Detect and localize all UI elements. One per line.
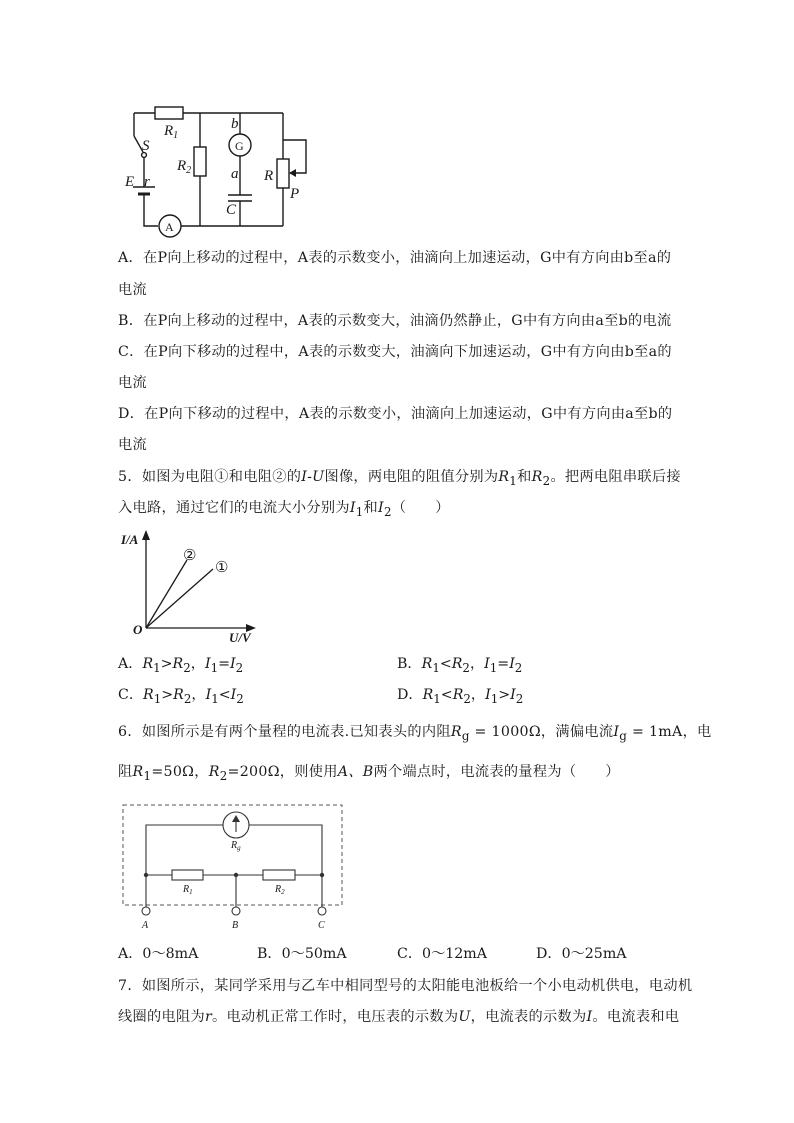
q7-stem-line2: 线圈的电阻为r。电动机正常工作时，电压表的示数为U，电流表的示数为I。电流表和电 <box>118 1009 680 1025</box>
q4-option-a-line2: 电流 <box>118 282 147 298</box>
q6-r2-resistor <box>263 870 295 880</box>
q6-option-b: B．0～50mA <box>257 946 347 962</box>
svg-text:O: O <box>133 622 143 637</box>
q4-option-d-line1: D．在P向下移动的过程中，A表的示数变小，油滴向上加速运动，G中有方向由a至b的 <box>118 406 673 422</box>
q5-option-d: D．$R_1<R_2$，$I_1>I_2$ <box>397 687 524 706</box>
q4-option-b: B．在P向上移动的过程中，A表的示数变大，油滴仍然静止，G中有方向由a至b的电流 <box>118 313 672 329</box>
svg-text:R2: $R_2$ <box>275 884 285 896</box>
q6-terminal-c <box>318 907 326 915</box>
q6-r1-resistor <box>172 870 203 880</box>
q7-stem-line1: 7．如图所示，某同学采用与乙车中相同型号的太阳能电池板给一个小电动机供电，电动机 <box>118 978 693 994</box>
svg-text:I/A: I/A <box>121 532 139 547</box>
svg-text:R1: $R_1$ <box>183 884 193 896</box>
q6-stem-line1: 6．如图所示是有两个量程的电流表.已知表头的内阻$R_g = 1000\Omega$，满偏电流$I_g = 1mA$，电 <box>118 724 712 743</box>
svg-text:②: ② <box>183 548 197 564</box>
svg-text:B: B <box>232 920 239 931</box>
q4-option-c-line2: 电流 <box>118 375 147 391</box>
svg-text:A: A <box>165 220 174 234</box>
svg-text:C: C <box>226 202 237 218</box>
q6-option-a: A．0～8mA <box>118 946 199 962</box>
svg-text:E: E <box>125 174 135 190</box>
svg-text:r: r <box>144 174 150 190</box>
q6-option-d: D．0～25mA <box>536 946 627 962</box>
svg-text:P: P <box>290 186 300 202</box>
q5-stem-line2: 入电路，通过它们的电流大小分别为$I_1$和$I_2$（ ） <box>118 500 450 519</box>
svg-text:Rg: $R_g$ <box>231 840 241 852</box>
q4-option-a-line1: A．在P向上移动的过程中，A表的示数变小，油滴向上加速运动，G中有方向由b至a的 <box>118 250 672 266</box>
svg-text:R1: $R_1$ <box>164 123 179 141</box>
svg-text:R: R <box>264 168 274 184</box>
q4-option-d-line2: 电流 <box>118 437 147 453</box>
svg-text:R2: $R_2$ <box>177 158 192 176</box>
q6-terminal-b <box>232 907 240 915</box>
svg-text:a: a <box>231 166 239 182</box>
q5-option-c: C．$R_1>R_2$，$I_1<I_2$ <box>118 687 244 706</box>
svg-text:A: A <box>142 920 149 931</box>
q6-stem-line2: 阻$R_1=50\Omega$，$R_2=200\Omega$，则使用A、B两个端点时，电流表的量程为（ ） <box>118 764 620 783</box>
q6-meter-arrow <box>232 815 240 822</box>
q4-option-c-line1: C．在P向下移动的过程中，A表的示数变大，油滴向下加速运动，G中有方向由b至a的 <box>118 344 672 360</box>
svg-text:G: G <box>235 139 244 153</box>
q5-stem-line1: 5．如图为电阻①和电阻②的I-U图像，两电阻的阻值分别为$R_1$和$R_2$。把两电阻串联后接 <box>118 469 681 488</box>
q5-option-a: A．$R_1>R_2$，$I_1=I_2$ <box>118 656 244 675</box>
q6-option-c: C．0～12mA <box>397 946 488 962</box>
svg-text:S: S <box>142 138 150 154</box>
q6-terminal-a <box>142 907 150 915</box>
svg-text:C: C <box>318 920 325 931</box>
q5-option-b: B．$R_1<R_2$，$I_1=I_2$ <box>397 656 523 675</box>
svg-text:U/V: U/V <box>229 630 251 645</box>
svg-text:b: b <box>231 116 239 132</box>
q6-dashed-box <box>123 805 342 905</box>
svg-text:①: ① <box>215 560 229 576</box>
